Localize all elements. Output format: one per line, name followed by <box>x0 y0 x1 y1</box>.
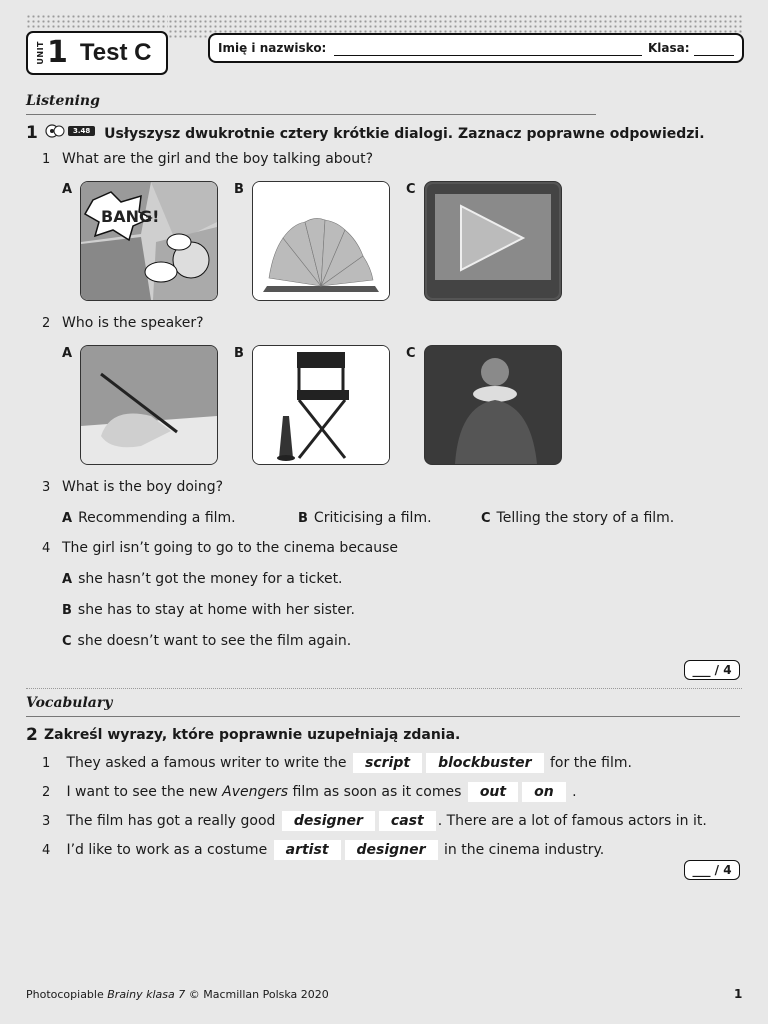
option-letter-a: A <box>62 182 73 197</box>
option-letter: B <box>298 511 308 526</box>
option-letter-b: B <box>234 346 244 361</box>
footer-text: © Macmillan Polska 2020 <box>188 988 329 1001</box>
divider <box>26 114 596 115</box>
q3-option-c[interactable] <box>481 510 674 526</box>
item-text: The film has got a really good <box>66 813 276 829</box>
item-text: film as soon as it comes <box>292 784 462 800</box>
q3-option-a[interactable] <box>62 510 236 526</box>
exercise-1-instruction <box>44 124 705 142</box>
class-field[interactable] <box>694 55 734 56</box>
director-chair-illustration <box>253 346 389 464</box>
item-number: 3 <box>42 814 51 829</box>
word-choice[interactable]: designer <box>345 840 438 860</box>
vocabulary-score-box[interactable]: ___ / 4 <box>684 860 740 880</box>
option-text: Recommending a film. <box>78 510 236 526</box>
word-choice[interactable]: artist <box>274 840 341 860</box>
word-choice[interactable]: cast <box>379 811 436 831</box>
hand-writing-illustration <box>81 346 217 464</box>
book-image-option[interactable] <box>252 181 390 301</box>
open-book-illustration <box>253 182 389 300</box>
vocab-item-4 <box>42 840 604 860</box>
vocab-item-3 <box>42 811 707 831</box>
question-number: 1 <box>42 152 51 167</box>
question-2 <box>42 315 204 331</box>
item-text: . <box>572 784 577 800</box>
name-field[interactable] <box>334 55 642 56</box>
listening-score-box[interactable]: ___ / 4 <box>684 660 740 680</box>
unit-title-box <box>26 31 168 75</box>
dot-pattern <box>26 14 168 28</box>
class-label: Klasa: <box>648 41 690 55</box>
item-number: 4 <box>42 843 51 858</box>
vocab-item-2 <box>42 782 577 802</box>
question-3 <box>42 479 223 495</box>
option-letter: C <box>62 634 72 649</box>
name-class-box <box>208 33 744 63</box>
q4-option-b[interactable] <box>62 602 355 618</box>
question-text: What are the girl and the boy talking about? <box>62 151 374 167</box>
question-number: 3 <box>42 480 51 495</box>
cd-icon <box>44 124 66 138</box>
listening-heading: Listening <box>26 93 100 109</box>
comic-image-option[interactable] <box>80 181 218 301</box>
exercise-2-instruction: Zakreśl wyrazy, które poprawnie uzupełniają zdania. <box>44 727 461 743</box>
question-number: 4 <box>42 541 51 556</box>
option-letter-b: B <box>234 182 244 197</box>
director-chair-image-option[interactable] <box>252 345 390 465</box>
test-title: Test C <box>79 39 152 66</box>
word-choice[interactable]: script <box>353 753 422 773</box>
option-text: Telling the story of a film. <box>496 510 675 526</box>
actor-costume-illustration <box>425 346 561 464</box>
footer-text: Photocopiable <box>26 988 104 1001</box>
name-label: Imię i nazwisko: <box>218 41 327 55</box>
item-text: They asked a famous writer to write the <box>66 755 347 771</box>
comic-illustration <box>81 182 217 300</box>
word-choice[interactable]: out <box>468 782 518 802</box>
option-text: she has to stay at home with her sister. <box>77 602 355 618</box>
q4-option-c[interactable] <box>62 633 351 649</box>
question-4 <box>42 540 398 556</box>
page-number: 1 <box>734 987 743 1001</box>
instruction-text: Usłyszysz dwukrotnie cztery krótkie dialogi. Zaznacz poprawne odpowiedzi. <box>104 126 705 142</box>
q3-option-b[interactable] <box>298 510 432 526</box>
q4-option-a[interactable] <box>62 571 343 587</box>
question-1 <box>42 151 373 167</box>
question-number: 2 <box>42 316 51 331</box>
play-screen-illustration <box>425 182 561 300</box>
vocabulary-heading: Vocabulary <box>26 695 113 711</box>
question-text: What is the boy doing? <box>62 479 224 495</box>
word-choice[interactable]: blockbuster <box>426 753 543 773</box>
item-text: in the cinema industry. <box>444 842 605 858</box>
item-number: 2 <box>42 785 51 800</box>
exercise-2-number: 2 <box>26 725 38 745</box>
option-letter: A <box>62 511 73 526</box>
item-number: 1 <box>42 756 51 771</box>
vocab-item-1 <box>42 753 632 773</box>
option-letter-a: A <box>62 346 73 361</box>
option-text: Criticising a film. <box>313 510 432 526</box>
video-player-image-option[interactable] <box>424 181 562 301</box>
item-text: I want to see the new <box>66 784 218 800</box>
film-title: Avengers <box>222 784 289 800</box>
option-letter: A <box>62 572 73 587</box>
book-title: Brainy klasa 7 <box>107 988 186 1001</box>
comic-text: BANG! <box>101 207 160 226</box>
actor-image-option[interactable] <box>424 345 562 465</box>
option-text: she hasn’t got the money for a ticket. <box>78 571 343 587</box>
item-text: I’d like to work as a costume <box>66 842 268 858</box>
option-letter-c: C <box>406 182 416 197</box>
footer-copyright <box>26 988 329 1001</box>
divider <box>26 716 740 717</box>
track-number: 3.48 <box>68 126 95 136</box>
audio-track[interactable] <box>44 124 95 138</box>
word-choice[interactable]: designer <box>282 811 375 831</box>
option-text: she doesn’t want to see the film again. <box>77 633 352 649</box>
dotted-divider <box>26 688 742 689</box>
question-text: Who is the speaker? <box>62 315 204 331</box>
option-letter: C <box>481 511 491 526</box>
unit-label: UNIT <box>36 41 45 65</box>
word-choice[interactable]: on <box>522 782 566 802</box>
option-letter: B <box>62 603 72 618</box>
item-text: for the film. <box>550 755 632 771</box>
question-text: The girl isn’t going to go to the cinema because <box>62 540 398 556</box>
item-text: . There are a lot of famous actors in it. <box>437 813 707 829</box>
unit-number: 1 <box>47 35 68 70</box>
exercise-1-number: 1 <box>26 123 38 143</box>
writer-image-option[interactable] <box>80 345 218 465</box>
option-letter-c: C <box>406 346 416 361</box>
